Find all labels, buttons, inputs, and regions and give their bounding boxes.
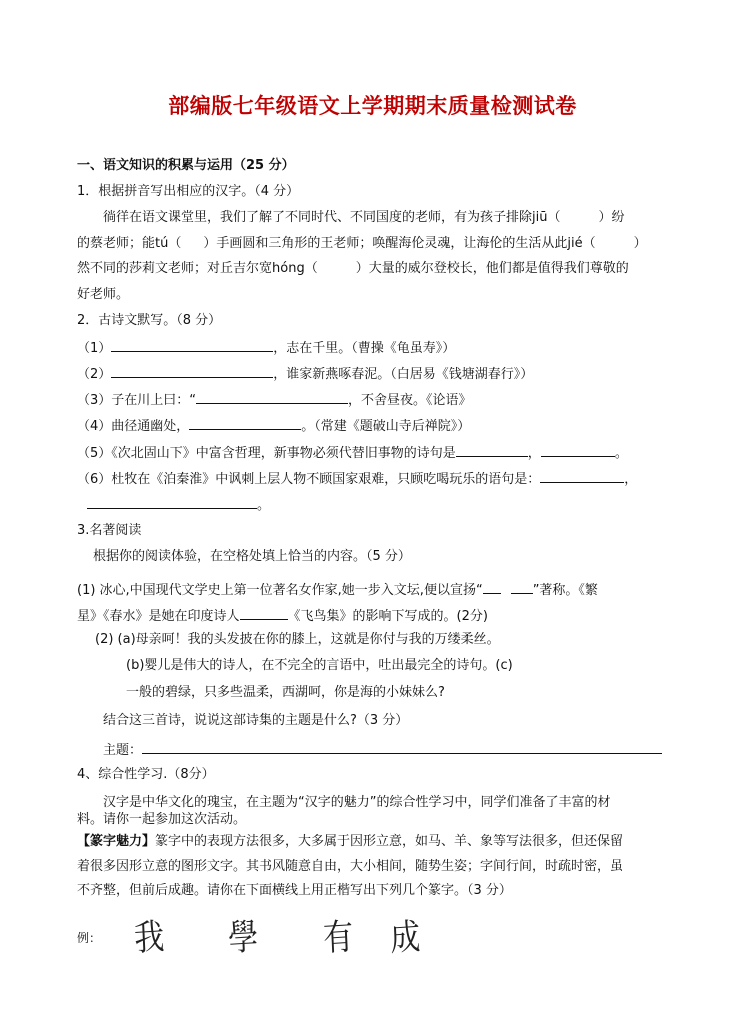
answer-blank[interactable] [111,338,273,352]
item-text: ， [527,446,541,461]
q3-poem-c: 一般的碧绿，只多些温柔，西湖呵，你是海的小妹妹么? [126,685,445,700]
q1-line-1 [103,209,625,227]
answer-blank[interactable] [87,495,257,509]
q3-text: 《飞鸟集》的影响下写成的。(2分) [287,609,488,624]
answer-blank[interactable] [540,469,624,483]
theme-answer-blank[interactable] [142,740,662,754]
item-number: （4） [77,419,112,434]
poem-item-1 [77,338,455,358]
item-text: ，谁家新燕啄春泥。（白居易《钱塘湖春行》） [273,367,534,382]
q3-intro: 根据你的阅读体验，在空格处填上恰当的内容。（5 分） [93,549,411,564]
q1-text: 然不同的莎莉文老师；对丘吉尔宽 [77,261,273,276]
q4-para-1: 汉字是中华文化的瑰宝，在主题为“汉字的魅力”的综合性学习中，同学们准备了丰富的材 [103,795,611,810]
q1-text: ）大量的威尔登校长，他们都是值得我们尊敬的 [355,261,629,276]
item-number: （6） [77,472,112,487]
q3-part1-line2 [77,606,488,626]
seal-char-4: 成 [389,916,422,961]
item-text: 。 [614,446,628,461]
answer-blank[interactable] [111,364,273,378]
q1-text: ）纷 [598,210,625,225]
item-number: （5） [77,446,112,461]
q4-para-2: 料。请你一起参加这次活动。 [77,812,247,827]
q3-part1-line1 [77,580,598,600]
poem-item-2 [77,364,533,384]
pinyin-jie: jié（ [567,236,596,251]
q1-text: ）手画圆和三角形的王老师；唤醒海伦灵魂，让海伦的生活从此 [203,236,568,251]
item-text: 《次北固山下》中富含哲理，新事物必须代替旧事物的诗句是 [111,446,456,461]
item-text: 杜牧在《泊秦淮》中讽刺上层人物不顾国家艰难，只顾吃喝玩乐的语句是： [111,472,541,487]
item-text: 子在川上曰：“ [111,393,197,408]
q1-line-3 [77,260,629,278]
q4-para-5: 不齐整，但前后成趣。请你在下面横线上用正楷写出下列几个篆字。（3 分） [77,883,512,898]
example-label: 例： [77,931,102,945]
poem-item-4 [77,416,470,436]
seal-script-tag: 【篆字魅力】 [77,834,156,849]
pinyin-jiu: jiū（ [532,210,561,225]
item-number: （3） [77,393,112,408]
q3-text: ”著称。《繁 [532,583,598,598]
poem-item-5 [77,443,628,463]
q3-heading: 3.名著阅读 [77,523,142,538]
q2-heading: 2．古诗文默写。（8 分） [77,313,222,328]
section-heading: 一、语文知识的积累与运用（25 分） [77,158,295,173]
item-number: （2） [77,367,112,382]
item-text: 。 [257,498,271,513]
seal-char-3: 有 [322,916,355,961]
q3-text: (1) 冰心,中国现代文学史上第一位著名女作家,她一步入文坛,便以宣扬“ [77,583,483,598]
answer-blank[interactable] [456,443,528,457]
answer-blank[interactable] [541,443,615,457]
seal-char-1: 我 [133,916,166,961]
q1-heading: 1．根据拼音写出相应的汉字。（4 分） [77,184,300,199]
answer-blank[interactable] [196,390,348,404]
pinyin-tu: tú（ [155,236,182,251]
item-text: ，志在千里。（曹操《龟虽寿》） [273,341,456,356]
theme-label: 主题： [103,743,143,758]
poem-item-6 [77,469,637,489]
q3-poem-a: (2) (a)母亲呵！我的头发披在你的膝上，这就是你付与我的万缕柔丝。 [95,632,500,647]
q3-theme-line [103,740,662,760]
q3-poem-b: (b)婴儿是伟大的诗人，在不完全的言语中，吐出最完全的诗句。(c) [126,658,513,673]
item-text: 。（常建《题破山寺后禅院》） [301,419,471,434]
answer-blank[interactable] [511,580,533,594]
q3-text: 星》《春水》是她在印度诗人 [77,609,240,624]
q4-para-3 [77,833,623,851]
poem-item-6-cont [87,495,270,515]
q1-line-2 [77,235,647,253]
q4-text: 篆字中的表现方法很多，大多属于因形立意，如马、羊、象等写法很多，但还保留 [155,834,624,849]
q4-heading: 4、综合性学习.（8分） [77,767,215,782]
q1-line-4: 好老师。 [77,287,130,302]
q1-text: 的蔡老师；能 [77,236,156,251]
pinyin-hong: hóng（ [272,261,318,276]
page-title: 部编版七年级语文上学期期末质量检测试卷 [168,93,577,118]
item-text: 曲径通幽处， [111,419,190,434]
q3-question: 结合这三首诗，说说这部诗集的主题是什么?（3 分） [103,713,409,728]
answer-blank[interactable] [240,606,288,620]
item-text: ， [624,472,638,487]
q4-para-4: 着很多因形立意的图形文字。其书风随意自由，大小相间，随势生姿；字间行间，时疏时密，虽 [77,859,624,874]
seal-char-2: 學 [227,916,260,961]
item-text: ，不舍昼夜。《论语》 [348,393,472,408]
answer-blank[interactable] [189,416,301,430]
poem-item-3 [77,390,472,410]
item-number: （1） [77,341,112,356]
answer-blank[interactable] [483,580,501,594]
q1-text: 徜徉在语文课堂里，我们了解了不同时代、不同国度的老师，有为孩子排除 [103,210,533,225]
q1-text: ） [633,236,647,251]
